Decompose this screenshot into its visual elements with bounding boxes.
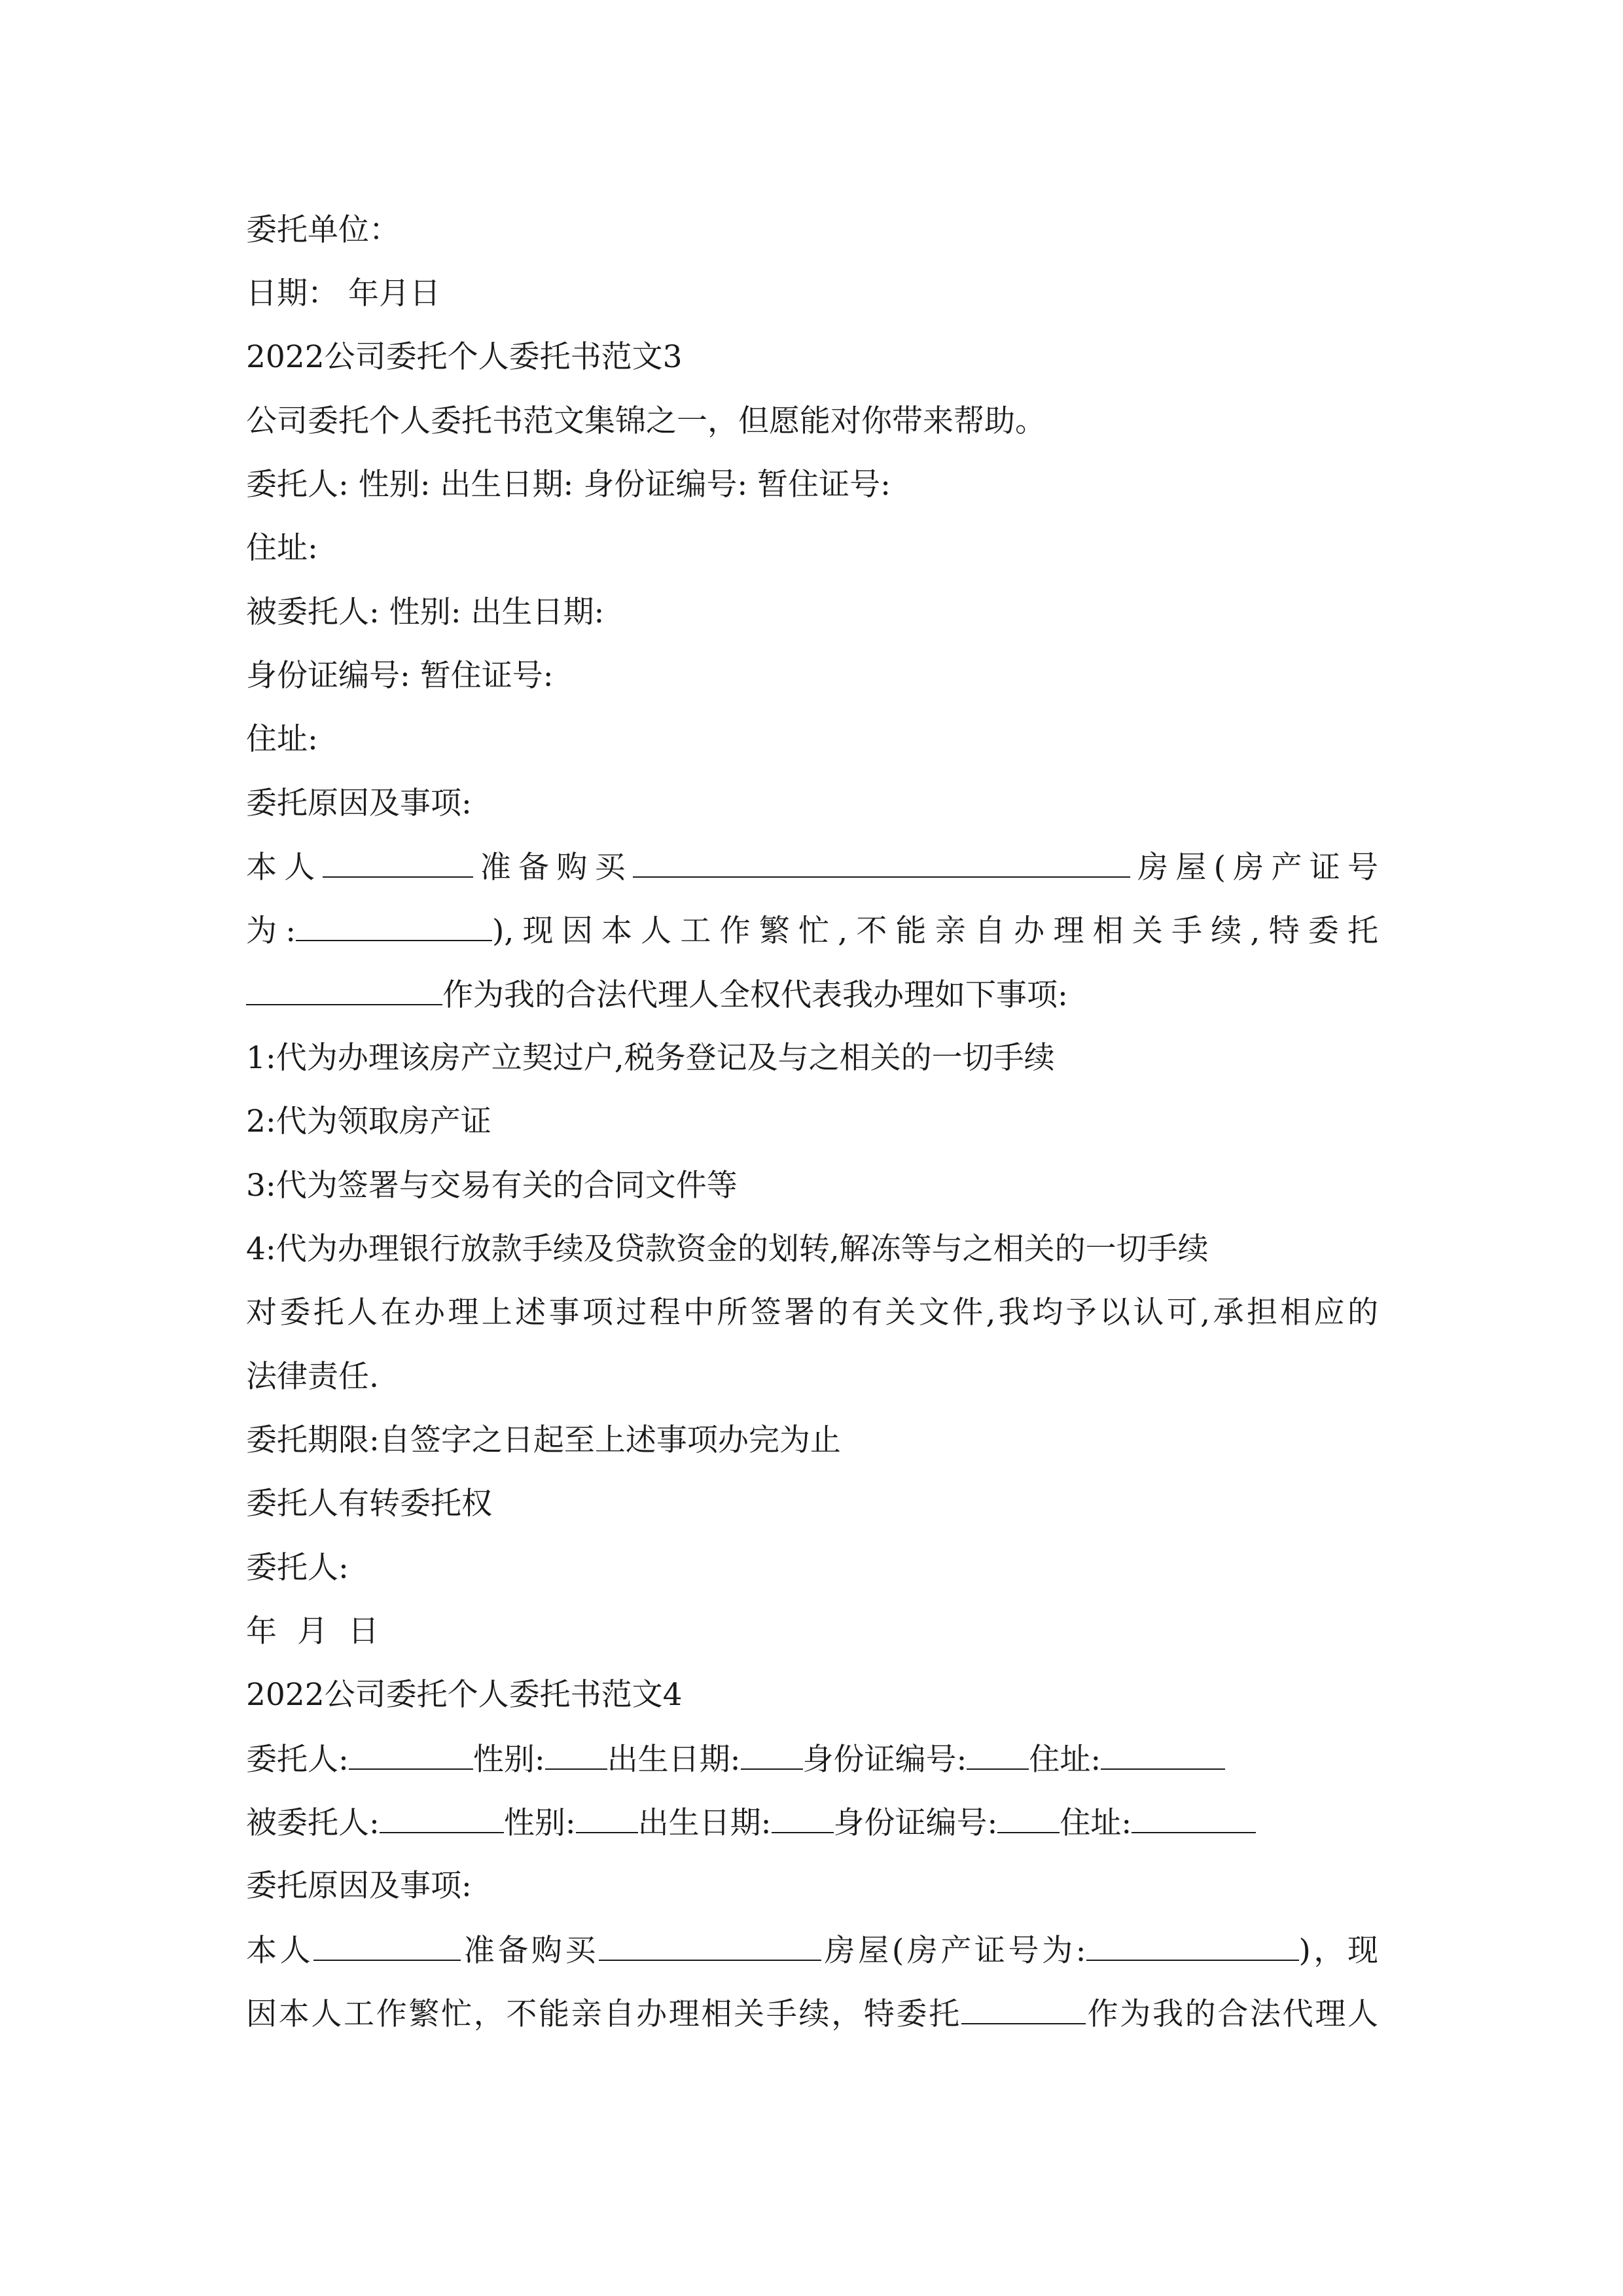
blank-field	[380, 1803, 504, 1833]
purchase-paragraph-line-2	[246, 911, 1378, 951]
agent-address-line: 住址:	[246, 721, 318, 757]
purchase-paragraph-4-line-2	[246, 1994, 1378, 2034]
reason-heading: 委托原因及事项:	[246, 785, 472, 821]
reason-heading-4: 委托原因及事项:	[246, 1868, 472, 1904]
text-self: 本人	[246, 850, 323, 886]
confirm-line-2: 法律责任.	[246, 1359, 379, 1395]
blank-field	[1086, 1931, 1299, 1961]
text-plan-buy: 准备购买	[473, 850, 633, 886]
item-4: 4:代为办理银行放款手续及贷款资金的划转,解冻等与之相关的一切手续	[246, 1231, 1209, 1267]
blank-field	[246, 975, 442, 1005]
blank-field	[576, 1803, 638, 1833]
label-address: 住址:	[1029, 1742, 1101, 1778]
item-1: 1:代为办理该房产立契过户,税务登记及与之相关的一切手续	[246, 1040, 1055, 1076]
agent-id-line: 身份证编号: 暂住证号:	[246, 658, 554, 694]
blank-field	[772, 1803, 834, 1833]
blank-field	[961, 1994, 1086, 2024]
date-line: 日期： 年月日	[246, 276, 440, 312]
label-birthdate: 出生日期:	[607, 1742, 741, 1778]
text-for: 为:	[246, 913, 296, 949]
blank-field	[599, 1931, 821, 1961]
label-id-number: 身份证编号:	[802, 1742, 967, 1778]
form-row-principal	[246, 1740, 1378, 1780]
text-legal-agent: 作为我的合法代理人全权代表我办理如下事项:	[442, 977, 1068, 1013]
form-row-agent	[246, 1803, 1378, 1843]
blank-field	[1101, 1740, 1225, 1770]
section-title-3: 2022公司委托个人委托书范文3	[246, 339, 683, 375]
text-plan-buy: 准备购买	[461, 1933, 599, 1969]
blank-field	[1132, 1803, 1256, 1833]
blank-field	[633, 848, 1130, 878]
text-house-cert: 房屋(房产证号为:	[821, 1933, 1086, 1969]
signer-line: 委托人:	[246, 1550, 349, 1586]
intro-line: 公司委托个人委托书范文集锦之一，但愿能对你带来帮助。	[246, 403, 1046, 439]
section-title-4: 2022公司委托个人委托书范文4	[246, 1677, 683, 1713]
agent-info-line: 被委托人: 性别: 出生日期:	[246, 594, 605, 630]
blank-field	[545, 1740, 607, 1770]
text-now: )，现	[1298, 1933, 1379, 1969]
blank-field	[323, 848, 473, 878]
label-agent: 被委托人:	[246, 1805, 380, 1841]
item-3: 3:代为签署与交易有关的合同文件等	[246, 1168, 738, 1204]
blank-field	[313, 1931, 461, 1961]
sign-date-line: 年 月 日	[246, 1613, 379, 1649]
item-2: 2:代为领取房产证	[246, 1103, 491, 1139]
principal-address-line: 住址:	[246, 530, 318, 566]
purchase-paragraph-line-1	[246, 848, 1378, 888]
blank-field	[349, 1740, 473, 1770]
principal-info-line: 委托人: 性别: 出生日期: 身份证编号: 暂住证号:	[246, 467, 891, 503]
blank-field	[967, 1740, 1029, 1770]
period-line: 委托期限:自签字之日起至上述事项办完为止	[246, 1422, 841, 1458]
label-gender: 性别:	[473, 1742, 545, 1778]
text-self: 本人	[246, 1933, 314, 1969]
blank-field	[997, 1803, 1060, 1833]
blank-field	[296, 911, 492, 941]
text-busy-entrust: 因本人工作繁忙，不能亲自办理相关手续，特委托	[246, 1996, 961, 2032]
purchase-paragraph-4-line-1	[246, 1931, 1378, 1971]
label-gender: 性别:	[503, 1805, 576, 1841]
transfer-line: 委托人有转委托权	[246, 1486, 492, 1522]
entrusting-unit-line: 委托单位：	[246, 212, 400, 248]
label-birthdate: 出生日期:	[637, 1805, 772, 1841]
purchase-paragraph-line-3	[246, 975, 1378, 1015]
label-id-number: 身份证编号:	[833, 1805, 998, 1841]
blank-field	[741, 1740, 803, 1770]
text-busy-entrust: ),现因本人工作繁忙,不能亲自办理相关手续,特委托	[492, 913, 1378, 949]
label-principal: 委托人:	[246, 1742, 349, 1778]
label-address: 住址:	[1060, 1805, 1132, 1841]
text-legal-agent: 作为我的合法代理人	[1085, 1996, 1379, 2032]
text-house-cert: 房屋(房产证号	[1130, 850, 1379, 886]
confirm-line-1: 对委托人在办理上述事项过程中所签署的有关文件,我均予以认可,承担相应的	[246, 1295, 1378, 1331]
